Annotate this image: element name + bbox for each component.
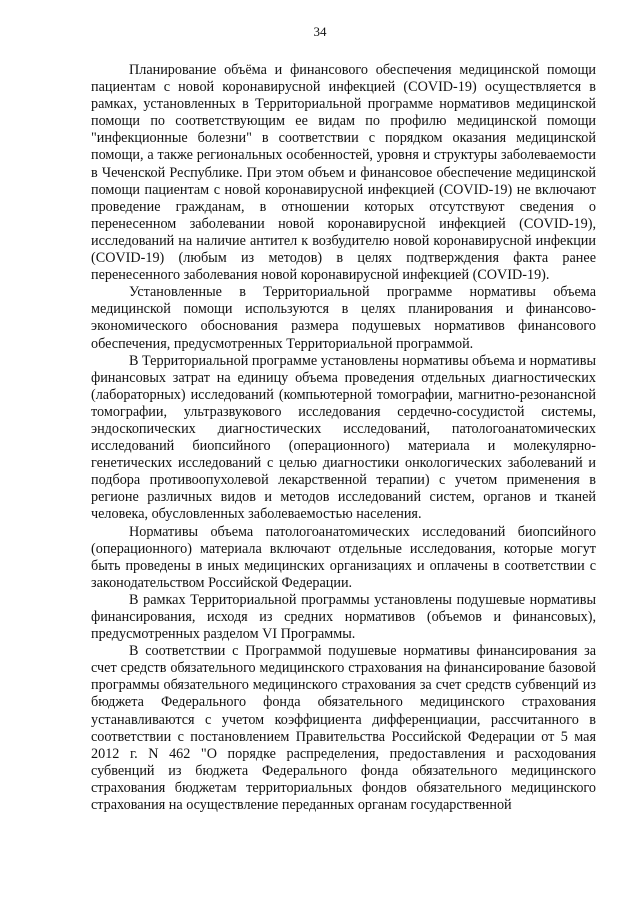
paragraph: В Территориальной программе установлены нормативы объема и нормативы финансовых затрат на единицу объема проведения отдельных диагностических (лабораторных) исследований (компьютерной томографии, магнитно-резонансной томографии, ультразвукового исследования сердечно-сосудистой системы, эндоскопических диагностических исследований, патологоанатомических исследований биопсийного (операционного) материала и молекулярно-генетических исследований с целью диагностики онкологических заболеваний и подбора противоопухолевой лекарственной терапии) с учетом применения в регионе различных видов и методов исследований систем, органов и тканей человека, обусловленных заболеваемостью населения.	[91, 352, 596, 523]
paragraph: Нормативы объема патологоанатомических исследований биопсийного (операционного) материала включают отдельные исследования, которые могут быть проведены в иных медицинских организациях и оплачены в соответствии с законодательством Российской Федерации.	[91, 523, 596, 591]
paragraph: В рамках Территориальной программы установлены подушевые нормативы финансирования, исходя из средних нормативов (объемов и финансовых), предусмотренных разделом VI Программы.	[91, 591, 596, 643]
paragraph: Установленные в Территориальной программе нормативы объема медицинской помощи используются в целях планирования и финансово-экономического обоснования размера подушевых нормативов финансового обеспечения, предусмотренных Территориальной программой.	[91, 284, 596, 352]
paragraph: Планирование объёма и финансового обеспечения медицинской помощи пациентам с новой коронавирусной инфекцией (COVID-19) осуществляется в рамках, установленных в Территориальной программе нормативов медицинской помощи по соответствующим ее видам по профилю медицинской помощи "инфекционные болезни" в соответствии с порядком оказания медицинской помощи, а также региональных особенностей, уровня и структуры заболеваемости в Чеченской Республике. При этом объем и финансовое обеспечение медицинской помощи пациентам с новой коронавирусной инфекцией (COVID-19) не включают проведение гражданам, в отношении которых отсутствуют сведения о перенесенном заболевании новой коронавирусной инфекцией (COVID-19), исследований на наличие антител к возбудителю новой коронавирусной инфекции (COVID-19) (любым из методов) в целях подтверждения факта ранее перенесенного заболевания новой коронавирусной инфекцией (COVID-19).	[91, 62, 596, 284]
body-text	[91, 62, 596, 814]
paragraph: В соответствии с Программой подушевые нормативы финансирования за счет средств обязательного медицинского страхования на финансирование базовой программы обязательного медицинского страхования за счет средств субвенций из бюджета Федерального фонда обязательного медицинского страхования устанавливаются с учетом коэффициента дифференциации, рассчитанного в соответствии с постановлением Правительства Российской Федерации от 5 мая 2012 г. N 462 "О порядке распределения, предоставления и расходования субвенций из бюджета Федерального фонда обязательного медицинского страхования бюджетам территориальных фондов обязательного медицинского страхования на осуществление переданных органам государственной	[91, 643, 596, 814]
page-number: 34	[313, 24, 327, 39]
